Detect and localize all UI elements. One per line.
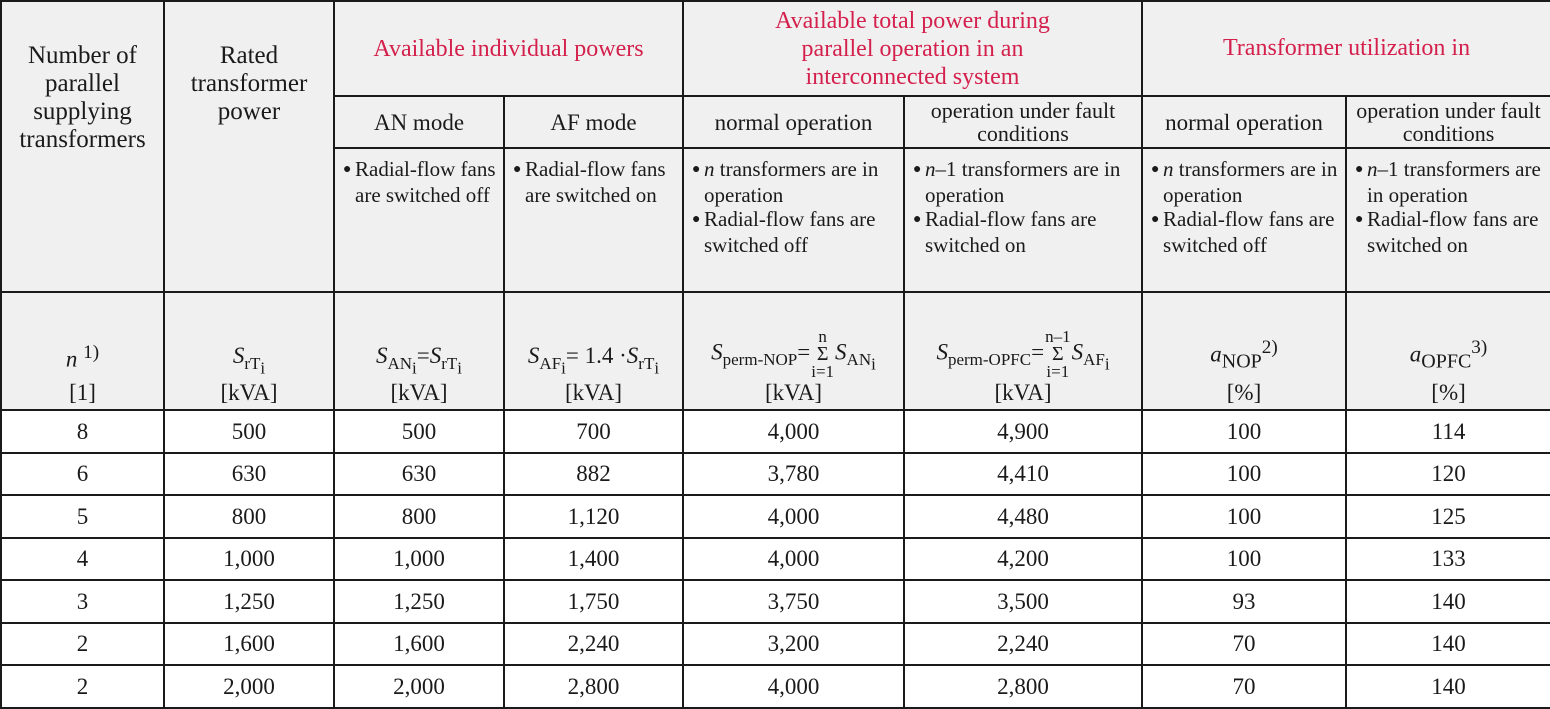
cell-s-perm-opfc: 4,480	[904, 495, 1142, 538]
cell-s-af: 1,750	[504, 580, 683, 623]
cell-s-perm-nop: 4,000	[683, 538, 904, 581]
cell-s-af: 2,240	[504, 623, 683, 666]
header-number-of-transformers: Number of parallel supplying transformers	[1, 1, 164, 292]
total-normal-conditions: ● n transformers are in operation ● Radial-flow fans are switched off	[683, 148, 904, 292]
cell-s-perm-opfc: 2,240	[904, 623, 1142, 666]
cell-s-an: 800	[334, 495, 504, 538]
cell-a-nop: 100	[1142, 538, 1346, 581]
header-total-normal: normal operation	[683, 96, 904, 148]
cell-s-af: 700	[504, 410, 683, 453]
cell-a-nop: 100	[1142, 453, 1346, 496]
util-normal-conditions: ● n transformers are in operation ● Radial-flow fans are switched off	[1142, 148, 1346, 292]
cell-s-af: 2,800	[504, 665, 683, 708]
an-conditions: ● Radial-flow fans are switched off	[334, 148, 504, 292]
table-row	[1, 665, 1550, 708]
table-row	[1, 453, 1550, 496]
cell-a-opfc: 120	[1346, 453, 1550, 496]
cell-s-perm-nop: 4,000	[683, 665, 904, 708]
cell-a-nop: 93	[1142, 580, 1346, 623]
cell-n: 4	[1, 538, 164, 581]
header-util-fault: operation under fault conditions	[1346, 96, 1550, 148]
cell-s-perm-opfc: 4,410	[904, 453, 1142, 496]
cell-s-perm-nop: 4,000	[683, 410, 904, 453]
header-total-power: Available total power during parallel operation in an interconnected system	[683, 1, 1142, 96]
cell-s-an: 630	[334, 453, 504, 496]
af-conditions: ● Radial-flow fans are switched on	[504, 148, 683, 292]
cell-s-an: 500	[334, 410, 504, 453]
cell-n: 6	[1, 453, 164, 496]
cell-a-nop: 70	[1142, 623, 1346, 666]
cell-a-nop: 100	[1142, 495, 1346, 538]
symbol-n: n $^{1)}$ [1]	[1, 292, 164, 410]
util-fault-conditions: ● n–1 transformers are in operation ● Radial-flow fans are switched on	[1346, 148, 1550, 292]
cell-rated-power: 1,600	[164, 623, 334, 666]
formula-sperm-opfc: $S_{perm-OPFC}=$ n–1 Σ i=1 $S_{AF_i}$ [kVA]	[904, 292, 1142, 410]
formula-sperm-nop: $S_{perm-NOP}=$ n Σ i=1 $S_{AN_i}$ [kVA]	[683, 292, 904, 410]
cell-n: 2	[1, 623, 164, 666]
cell-s-perm-opfc: 4,900	[904, 410, 1142, 453]
cell-s-perm-opfc: 4,200	[904, 538, 1142, 581]
cell-s-an: 1,250	[334, 580, 504, 623]
cell-rated-power: 1,000	[164, 538, 334, 581]
cell-rated-power: 2,000	[164, 665, 334, 708]
cell-a-nop: 100	[1142, 410, 1346, 453]
cell-s-an: 1,600	[334, 623, 504, 666]
formula-san: $S_{AN_i}=S_{rT_i}$ [kVA]	[334, 292, 504, 410]
cell-a-opfc: 140	[1346, 623, 1550, 666]
table-row	[1, 495, 1550, 538]
cell-rated-power: 1,250	[164, 580, 334, 623]
cell-a-opfc: 114	[1346, 410, 1550, 453]
cell-s-perm-nop: 3,750	[683, 580, 904, 623]
table-row	[1, 623, 1550, 666]
table-body	[1, 410, 1550, 708]
symbol-a-nop: $a_{NOP}^{2)}$ [%]	[1142, 292, 1346, 410]
table-row	[1, 580, 1550, 623]
cell-s-an: 2,000	[334, 665, 504, 708]
header-util-normal: normal operation	[1142, 96, 1346, 148]
formula-saf: $S_{AF_i}= 1.4 \cdot S_{rT_i}$ [kVA]	[504, 292, 683, 410]
cell-n: 2	[1, 665, 164, 708]
symbol-srt: $S_{rT_i}$ [kVA]	[164, 292, 334, 410]
cell-n: 8	[1, 410, 164, 453]
header-an-mode: AN mode	[334, 96, 504, 148]
cell-s-af: 1,400	[504, 538, 683, 581]
cell-a-opfc: 140	[1346, 580, 1550, 623]
cell-rated-power: 800	[164, 495, 334, 538]
total-fault-conditions: ● n–1 transformers are in operation ● Radial-flow fans are switched on	[904, 148, 1142, 292]
cell-rated-power: 500	[164, 410, 334, 453]
header-utilization: Transformer utilization in	[1142, 1, 1550, 96]
cell-a-opfc: 125	[1346, 495, 1550, 538]
cell-s-perm-nop: 3,780	[683, 453, 904, 496]
table-row	[1, 538, 1550, 581]
header-rated-power: Rated transformer power	[164, 1, 334, 292]
cell-n: 3	[1, 580, 164, 623]
cell-rated-power: 630	[164, 453, 334, 496]
cell-s-af: 1,120	[504, 495, 683, 538]
symbol-a-opfc: $a_{OPFC}^{3)}$ [%]	[1346, 292, 1550, 410]
cell-n: 5	[1, 495, 164, 538]
header-individual-powers: Available individual powers	[334, 1, 683, 96]
cell-s-perm-opfc: 3,500	[904, 580, 1142, 623]
cell-a-opfc: 133	[1346, 538, 1550, 581]
cell-s-perm-nop: 4,000	[683, 495, 904, 538]
cell-a-opfc: 140	[1346, 665, 1550, 708]
header-total-fault: operation under fault conditions	[904, 96, 1142, 148]
cell-s-an: 1,000	[334, 538, 504, 581]
table-row	[1, 410, 1550, 453]
cell-s-af: 882	[504, 453, 683, 496]
header-af-mode: AF mode	[504, 96, 683, 148]
cell-s-perm-nop: 3,200	[683, 623, 904, 666]
cell-a-nop: 70	[1142, 665, 1346, 708]
cell-s-perm-opfc: 2,800	[904, 665, 1142, 708]
